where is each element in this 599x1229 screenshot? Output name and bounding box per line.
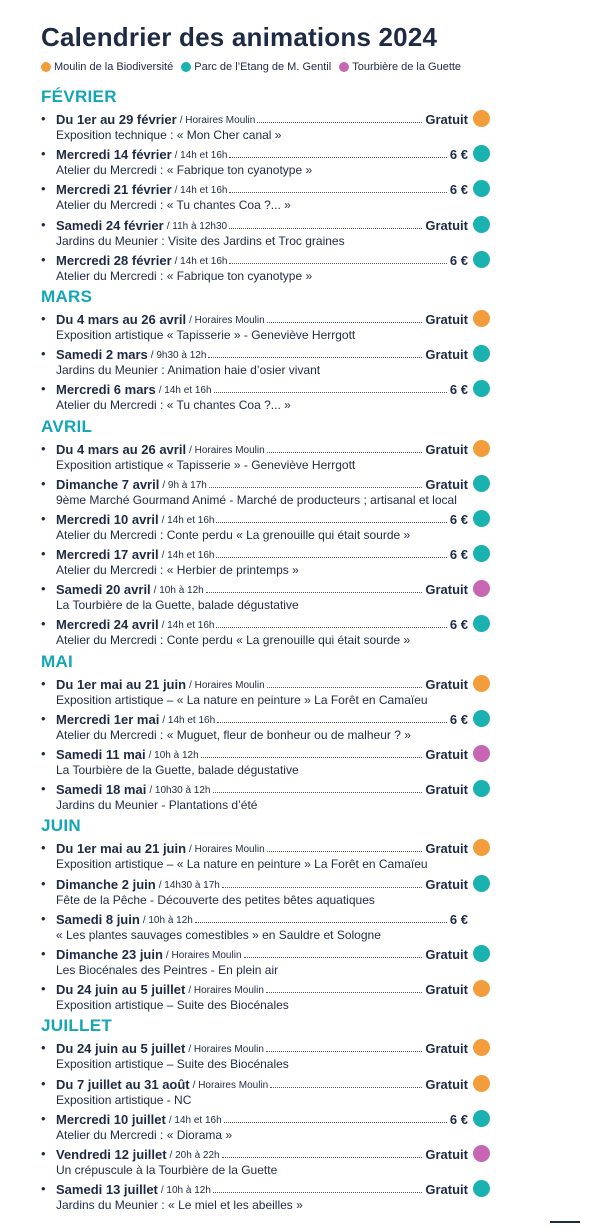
- event-hours: / 10h à 12h: [160, 1185, 211, 1197]
- event-description: Jardins du Meunier : Visite des Jardins et Troc graines: [56, 233, 345, 248]
- event-item: [0, 309, 599, 344]
- dot-leader: [270, 1087, 422, 1088]
- event-header: [56, 910, 468, 927]
- location-dot-icon: [473, 615, 490, 632]
- event-header: [56, 1075, 468, 1092]
- location-dot-icon: [473, 1039, 490, 1056]
- event-price: Gratuit: [425, 311, 468, 327]
- bullet-icon: •: [41, 546, 46, 562]
- legend-item: [41, 61, 173, 73]
- location-dot-icon: [473, 1180, 490, 1197]
- location-dot-icon: [473, 145, 490, 162]
- event-price: Gratuit: [425, 582, 468, 598]
- bullet-icon: •: [41, 181, 46, 197]
- event-description: Jardins du Meunier - Plantations d’été: [56, 798, 258, 813]
- location-dot-icon: [473, 675, 490, 692]
- dot-leader: [257, 122, 422, 123]
- event-item: [0, 509, 599, 544]
- month-heading: MAI: [41, 651, 74, 671]
- event-price: Gratuit: [425, 217, 468, 233]
- event-description: La Tourbière de la Guette, balade dégustative: [56, 763, 299, 777]
- event-price: 6 €: [449, 617, 468, 633]
- event-date: Du 7 juillet au 31 août: [56, 1076, 190, 1092]
- event-hours: / 14h et 16h: [161, 620, 215, 632]
- event-description: Exposition artistique – « La nature en peinture » La Forêt en Camaïeu: [56, 692, 428, 707]
- legend-item: [339, 61, 461, 73]
- bullet-icon: •: [41, 1040, 46, 1056]
- month-heading: MARS: [41, 286, 93, 306]
- event-price: Gratuit: [425, 876, 468, 892]
- event-hours: / 9h30 à 12h: [150, 350, 207, 362]
- event-description: Exposition artistique – Suite des Biocénales: [56, 1057, 289, 1072]
- event-hours: / Horaires Moulin: [188, 1044, 264, 1056]
- event-item: [0, 109, 599, 144]
- dot-leader: [229, 192, 446, 193]
- bullet-icon: •: [41, 146, 46, 162]
- event-header: [56, 945, 468, 962]
- event-date: Dimanche 2 juin: [56, 876, 156, 892]
- event-hours: / 11h à 12h30: [166, 220, 228, 232]
- dot-leader: [216, 557, 446, 558]
- dot-leader: [267, 452, 423, 453]
- event-hours: / 14h et 16h: [161, 550, 215, 562]
- event-hours: / 14h et 16h: [162, 714, 216, 726]
- event-date: Dimanche 23 juin: [56, 946, 163, 962]
- location-dot-icon: [473, 945, 490, 962]
- event-header: [56, 1145, 468, 1162]
- event-header: [56, 1110, 468, 1127]
- location-dot-icon: [473, 1145, 490, 1162]
- location-dot-icon: [473, 251, 490, 268]
- event-hours: / 14h et 16h: [174, 150, 228, 162]
- event-hours: / Horaires Moulin: [189, 679, 265, 691]
- bullet-icon: •: [41, 746, 46, 761]
- dot-leader: [208, 357, 422, 358]
- event-price: Gratuit: [425, 1146, 468, 1162]
- event-price: 6 €: [449, 547, 468, 563]
- event-description: « Les plantes sauvages comestibles » en Sauldre et Sologne: [56, 927, 381, 942]
- event-price: Gratuit: [425, 1076, 468, 1092]
- event-header: [56, 145, 468, 162]
- event-description: Atelier du Mercredi : « Muguet, fleur de bonheur ou de malheur ? »: [56, 727, 411, 742]
- event-item: [0, 614, 599, 649]
- event-hours: / Horaires Moulin: [179, 115, 256, 126]
- event-price: 6 €: [449, 711, 468, 727]
- event-description: Exposition artistique - NC: [56, 1092, 192, 1107]
- legend-label: Tourbière de la Guette: [352, 61, 462, 73]
- event-price: 6 €: [449, 252, 468, 268]
- event-description: Exposition artistique – « La nature en peinture » La Forêt en Camaïeu: [56, 857, 428, 872]
- event-date: Du 1er mai au 21 juin: [56, 841, 187, 857]
- location-dot-icon: [473, 110, 490, 127]
- event-hours: / Horaires Moulin: [192, 1079, 269, 1091]
- location-dot-icon: [473, 510, 490, 527]
- event-price: Gratuit: [425, 841, 468, 857]
- event-item: [0, 250, 599, 285]
- dot-leader: [216, 627, 446, 628]
- event-item: [0, 379, 599, 414]
- event-description: Atelier du Mercredi : « Diorama »: [56, 1127, 233, 1142]
- month-heading: AVRIL: [41, 416, 93, 436]
- corner-mark: [550, 1221, 580, 1223]
- event-item: [0, 674, 599, 709]
- event-header: [56, 380, 468, 397]
- bullet-icon: •: [41, 945, 46, 961]
- event-item: [0, 1179, 599, 1214]
- dot-leader: [222, 887, 423, 888]
- calendar: [0, 85, 599, 1214]
- location-dot-icon: [473, 745, 490, 762]
- dot-leader: [201, 757, 423, 758]
- event-description: Un crépuscule à la Tourbière de la Guette: [56, 1162, 278, 1177]
- location-dot-icon: [473, 1110, 490, 1127]
- event-date: Du 24 juin au 5 juillet: [56, 982, 186, 998]
- dot-leader: [209, 487, 423, 488]
- event-description: Jardins du Meunier : « Le miel et les abeilles »: [56, 1198, 303, 1213]
- event-date: Du 1er mai au 21 juin: [56, 676, 187, 692]
- event-price: 6 €: [449, 182, 468, 198]
- event-hours: / 10h à 12h: [148, 750, 199, 761]
- event-description: Atelier du Mercredi : Conte perdu « La grenouille qui était sourde »: [56, 633, 411, 648]
- event-hours: / 14h et 16h: [161, 514, 215, 526]
- event-price: Gratuit: [425, 946, 468, 962]
- legend-color-dot-icon: [181, 62, 191, 72]
- dot-leader: [229, 263, 446, 264]
- dot-leader: [267, 687, 423, 688]
- event-date: Mercredi 24 avril: [56, 617, 159, 633]
- bullet-icon: •: [41, 440, 46, 456]
- bullet-icon: •: [41, 111, 46, 126]
- event-header: [56, 615, 468, 632]
- event-header: [56, 475, 468, 492]
- event-item: [0, 344, 599, 379]
- event-hours: / Horaires Moulin: [188, 985, 264, 997]
- dot-leader: [217, 722, 447, 723]
- event-price: Gratuit: [425, 1041, 468, 1057]
- dot-leader: [213, 1192, 422, 1193]
- location-dot-icon: [473, 980, 490, 997]
- legend-color-dot-icon: [41, 62, 51, 72]
- event-description: Atelier du Mercredi : « Fabrique ton cyanotype »: [56, 163, 313, 178]
- location-dot-icon: [473, 1075, 490, 1092]
- event-price: Gratuit: [425, 982, 468, 998]
- location-dot-icon: [473, 475, 490, 492]
- event-hours: / 14h et 16h: [174, 185, 228, 197]
- event-description: Atelier du Mercredi : « Herbier de printemps »: [56, 563, 299, 578]
- dot-leader: [229, 157, 446, 158]
- event-header: [56, 1039, 468, 1056]
- event-item: [0, 474, 599, 509]
- event-price: Gratuit: [425, 112, 468, 127]
- event-price: 6 €: [449, 511, 468, 527]
- bullet-icon: •: [41, 710, 46, 726]
- event-header: [56, 180, 468, 197]
- month-heading: JUILLET: [41, 1016, 113, 1036]
- event-header: [56, 110, 468, 127]
- event-date: Mercredi 6 mars: [56, 382, 156, 398]
- event-hours: / 10h30 à 12h: [149, 785, 211, 797]
- event-hours: / 10h à 12h: [142, 914, 193, 926]
- event-hours: / 14h et 16h: [168, 1114, 222, 1126]
- event-date: Vendredi 12 juillet: [56, 1146, 167, 1162]
- bullet-icon: •: [41, 251, 46, 267]
- event-description: Les Biocénales des Peintres - En plein air: [56, 962, 279, 977]
- dot-leader: [213, 792, 423, 793]
- dot-leader: [216, 522, 446, 523]
- dot-leader: [244, 957, 423, 958]
- event-price: Gratuit: [425, 782, 468, 798]
- dot-leader: [266, 1051, 422, 1052]
- event-date: Mercredi 14 février: [56, 147, 172, 163]
- legend: [41, 60, 469, 74]
- bullet-icon: •: [41, 510, 46, 526]
- dot-leader: [267, 851, 423, 852]
- dot-leader: [222, 1157, 423, 1158]
- dot-leader: [266, 992, 422, 993]
- event-description: Fête de la Pêche - Découverte des petites bêtes aquatiques: [56, 892, 375, 907]
- event-date: Du 4 mars au 26 avril: [56, 441, 187, 457]
- event-item: [0, 909, 599, 944]
- event-item: [0, 1144, 599, 1179]
- event-item: [0, 439, 599, 474]
- event-date: Mercredi 17 avril: [56, 547, 159, 563]
- event-price: 6 €: [449, 382, 468, 398]
- event-date: Du 4 mars au 26 avril: [56, 311, 187, 327]
- bullet-icon: •: [41, 381, 46, 397]
- event-item: [0, 944, 599, 979]
- location-dot-icon: [473, 839, 490, 856]
- event-description: Exposition artistique « Tapisserie » - Geneviève Herrgott: [56, 457, 356, 472]
- event-description: Exposition technique : « Mon Cher canal »: [56, 128, 282, 142]
- event-date: Mercredi 28 février: [56, 252, 172, 268]
- location-dot-icon: [473, 380, 490, 397]
- location-dot-icon: [473, 216, 490, 233]
- event-price: Gratuit: [425, 476, 468, 492]
- location-dot-icon: [473, 310, 490, 327]
- event-item: [0, 1038, 599, 1073]
- location-dot-icon: [473, 440, 490, 457]
- event-header: [56, 839, 468, 856]
- event-header: [56, 1180, 468, 1197]
- dot-leader: [229, 228, 422, 229]
- bullet-icon: •: [41, 346, 46, 362]
- event-hours: / Horaires Moulin: [165, 949, 242, 961]
- bullet-icon: •: [41, 840, 46, 856]
- event-description: 9ème Marché Gourmand Animé - Marché de producteurs ; artisanal et local: [56, 492, 457, 507]
- event-date: Samedi 2 mars: [56, 347, 148, 363]
- dot-leader: [267, 322, 423, 323]
- dot-leader: [214, 392, 447, 393]
- event-header: [56, 216, 468, 233]
- event-header: [56, 310, 468, 327]
- location-dot-icon: [473, 875, 490, 892]
- bullet-icon: •: [41, 675, 46, 691]
- event-header: [56, 545, 468, 562]
- event-header: [56, 710, 468, 727]
- event-description: Jardins du Meunier : Animation haie d’osier vivant: [56, 363, 321, 378]
- bullet-icon: •: [41, 1110, 46, 1126]
- bullet-icon: •: [41, 616, 46, 632]
- event-item: [0, 979, 599, 1014]
- location-dot-icon: [473, 780, 490, 797]
- event-header: [56, 675, 468, 692]
- bullet-icon: •: [41, 310, 46, 326]
- event-date: Mercredi 1er mai: [56, 711, 160, 727]
- bullet-icon: •: [41, 216, 46, 232]
- event-date: Samedi 8 juin: [56, 911, 140, 927]
- bullet-icon: •: [41, 781, 46, 797]
- event-item: [0, 544, 599, 579]
- event-item: [0, 215, 599, 250]
- event-date: Samedi 13 juillet: [56, 1182, 158, 1198]
- event-date: Mercredi 10 avril: [56, 511, 159, 527]
- bullet-icon: •: [41, 1145, 46, 1161]
- event-price: Gratuit: [425, 676, 468, 692]
- event-price: Gratuit: [425, 347, 468, 363]
- event-date: Du 24 juin au 5 juillet: [56, 1041, 186, 1057]
- month-heading: FÉVRIER: [41, 87, 117, 106]
- legend-color-dot-icon: [339, 62, 349, 72]
- event-hours: / 9h à 17h: [162, 479, 207, 491]
- event-description: Atelier du Mercredi : « Tu chantes Coa ?... »: [56, 398, 291, 413]
- event-price: 6 €: [449, 911, 468, 927]
- event-hours: / 10h à 12h: [153, 585, 204, 597]
- event-item: [0, 579, 599, 614]
- event-price: Gratuit: [425, 1182, 468, 1198]
- event-header: [56, 510, 468, 527]
- event-description: La Tourbière de la Guette, balade dégustative: [56, 598, 299, 613]
- bullet-icon: •: [41, 475, 46, 491]
- event-date: Samedi 18 mai: [56, 782, 147, 798]
- bullet-icon: •: [41, 1181, 46, 1197]
- bullet-icon: •: [41, 1075, 46, 1091]
- event-description: Exposition artistique « Tapisserie » - Geneviève Herrgott: [56, 327, 356, 342]
- event-hours: / Horaires Moulin: [189, 314, 265, 326]
- event-item: [0, 1109, 599, 1144]
- event-date: Du 1er au 29 février: [56, 112, 177, 127]
- legend-label: Parc de l’Etang de M. Gentil: [194, 61, 332, 73]
- location-dot-icon: [473, 345, 490, 362]
- location-dot-icon: [473, 180, 490, 197]
- event-item: [0, 744, 599, 779]
- event-description: Atelier du Mercredi : « Tu chantes Coa ?... »: [56, 198, 291, 213]
- legend-label: Moulin de la Biodiversité: [54, 61, 174, 73]
- event-header: [56, 580, 468, 597]
- bullet-icon: •: [41, 875, 46, 891]
- event-header: [56, 251, 468, 268]
- event-item: [0, 1074, 599, 1109]
- event-price: 6 €: [449, 1111, 468, 1127]
- dot-leader: [195, 922, 447, 923]
- event-description: Exposition artistique – Suite des Biocénales: [56, 998, 289, 1013]
- event-date: Mercredi 10 juillet: [56, 1111, 166, 1127]
- event-description: Atelier du Mercredi : « Fabrique ton cyanotype »: [56, 268, 313, 283]
- location-dot-icon: [473, 580, 490, 597]
- bullet-icon: •: [41, 910, 46, 926]
- event-date: Dimanche 7 avril: [56, 476, 160, 492]
- event-hours: / 14h30 à 17h: [158, 879, 220, 891]
- event-date: Samedi 24 février: [56, 217, 164, 233]
- event-hours: / Horaires Moulin: [189, 844, 265, 856]
- event-header: [56, 980, 468, 997]
- event-header: [56, 345, 468, 362]
- location-dot-icon: [473, 545, 490, 562]
- event-hours: / Horaires Moulin: [189, 444, 265, 456]
- legend-item: [181, 61, 331, 73]
- event-hours: / 14h et 16h: [174, 255, 228, 267]
- event-date: Samedi 20 avril: [56, 582, 151, 598]
- event-item: [0, 179, 599, 214]
- event-header: [56, 875, 468, 892]
- event-price: Gratuit: [425, 747, 468, 762]
- event-item: [0, 144, 599, 179]
- dot-leader: [206, 592, 423, 593]
- event-date: Mercredi 21 février: [56, 182, 172, 198]
- event-item: [0, 874, 599, 909]
- bullet-icon: •: [41, 981, 46, 997]
- event-item: [0, 779, 599, 814]
- event-description: Atelier du Mercredi : Conte perdu « La grenouille qui était sourde »: [56, 527, 411, 542]
- event-header: [56, 780, 468, 797]
- event-item: [0, 838, 599, 873]
- location-dot-icon: [473, 710, 490, 727]
- event-header: [56, 440, 468, 457]
- event-hours: / 20h à 22h: [169, 1149, 220, 1161]
- event-item: [0, 709, 599, 744]
- page-title: Calendrier des animations 2024: [41, 22, 438, 52]
- event-hours: / 14h et 16h: [158, 385, 212, 397]
- dot-leader: [224, 1122, 447, 1123]
- event-price: Gratuit: [425, 441, 468, 457]
- month-heading: JUIN: [41, 816, 81, 836]
- bullet-icon: •: [41, 581, 46, 597]
- event-price: 6 €: [449, 147, 468, 163]
- event-header: [56, 745, 468, 762]
- event-date: Samedi 11 mai: [56, 747, 146, 762]
